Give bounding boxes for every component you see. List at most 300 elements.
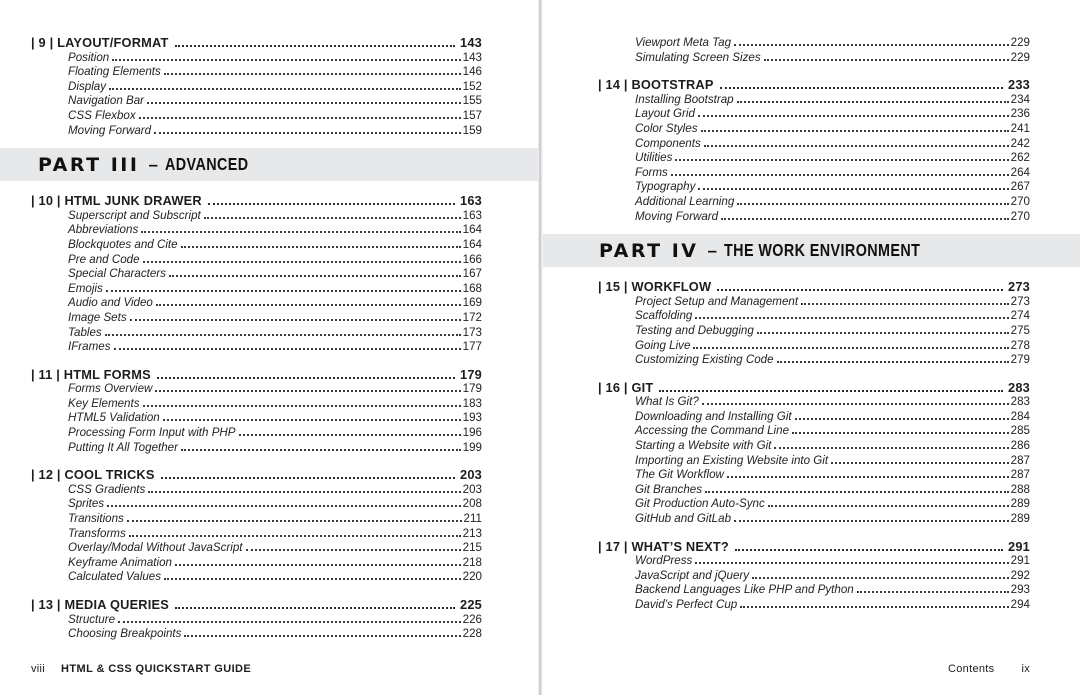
dot-leader	[181, 246, 461, 248]
dot-leader	[774, 447, 1008, 449]
toc-entry-label: Display	[68, 79, 107, 93]
toc-entry-label: Audio and Video	[68, 296, 153, 310]
chapter-page-number: 143	[460, 35, 482, 50]
toc-entry-row	[31, 512, 482, 527]
dot-leader	[141, 231, 460, 233]
chapter-block	[31, 368, 482, 456]
toc-entry-row	[598, 497, 1030, 512]
toc-entry-page-number: 284	[1010, 409, 1030, 423]
toc-entry-label: Calculated Values	[68, 570, 162, 584]
left-page-toc	[31, 36, 482, 642]
dot-leader	[161, 477, 455, 479]
dot-leader	[143, 261, 461, 263]
dot-leader	[693, 347, 1008, 349]
chapter-title: | 13 | MEDIA QUERIES	[31, 597, 169, 612]
toc-entry-page-number: 155	[462, 94, 482, 108]
dot-leader	[154, 132, 461, 134]
dot-leader	[139, 117, 461, 119]
toc-entry-page-number: 267	[1010, 180, 1030, 194]
toc-entry-row	[598, 598, 1030, 613]
footer-contents-label: Contents	[948, 663, 995, 675]
dot-leader	[130, 319, 461, 321]
toc-entry-label: What Is Git?	[635, 395, 699, 409]
chapter-block	[598, 540, 1030, 613]
toc-entry-row	[598, 51, 1030, 66]
dot-leader	[777, 361, 1009, 363]
toc-entry-label: IFrames	[68, 340, 111, 354]
toc-entry-label: Choosing Breakpoints	[68, 627, 182, 641]
left-page-footer	[31, 663, 482, 675]
toc-entry-row	[31, 627, 482, 642]
continued-entries	[598, 36, 1030, 65]
footer-page-number: ix	[1021, 663, 1030, 675]
dot-leader	[721, 218, 1009, 220]
toc-entry-label: Importing an Existing Website into Git	[635, 453, 829, 467]
toc-entry-row	[598, 353, 1030, 368]
toc-entry-label: Installing Bootstrap	[635, 92, 734, 106]
toc-entry-label: WordPress	[635, 554, 693, 568]
dot-leader	[164, 578, 461, 580]
toc-entry-label: Floating Elements	[68, 65, 161, 79]
toc-entry-row	[31, 65, 482, 80]
toc-entry-page-number: 211	[463, 512, 482, 526]
dot-leader	[735, 549, 1003, 551]
toc-entry-label: Utilities	[635, 151, 673, 165]
toc-entry-label: Downloading and Installing Git	[635, 409, 792, 423]
toc-entry-label: Structure	[68, 612, 116, 626]
toc-entry-row	[31, 426, 482, 441]
toc-entry-label: CSS Flexbox	[68, 108, 136, 122]
toc-entry-row	[31, 441, 482, 456]
toc-entry-row	[598, 395, 1030, 410]
toc-entry-label: Processing Form Input with PHP	[68, 426, 236, 440]
toc-entry-page-number: 213	[462, 526, 482, 540]
dot-leader	[127, 520, 462, 522]
dot-leader	[118, 621, 461, 623]
toc-entry-label: The Git Workflow	[635, 468, 724, 482]
dot-leader	[727, 476, 1009, 478]
toc-entry-page-number: 294	[1010, 598, 1030, 611]
dot-leader	[740, 606, 1008, 608]
chapter-title: | 12 | COOL TRICKS	[31, 467, 155, 483]
chapter-block	[598, 381, 1030, 527]
chapter-block	[31, 194, 482, 355]
toc-entry-row	[598, 483, 1030, 498]
toc-entry-label: Accessing the Command Line	[635, 424, 790, 438]
dot-leader	[157, 377, 455, 379]
toc-entry-row	[598, 180, 1030, 195]
toc-entry-row	[598, 569, 1030, 584]
dot-leader	[114, 348, 461, 350]
toc-entry-label: Overlay/Modal Without JavaScript	[68, 541, 243, 555]
toc-entry-page-number: 229	[1010, 50, 1030, 64]
toc-entry-row	[598, 583, 1030, 598]
toc-entry-page-number: 167	[462, 267, 482, 281]
chapter-heading-row	[598, 540, 1030, 555]
dot-leader	[795, 418, 1009, 420]
dot-leader	[181, 449, 461, 451]
dot-leader	[737, 203, 1008, 205]
toc-entry-page-number: 287	[1010, 453, 1030, 467]
toc-entry-row	[31, 109, 482, 124]
toc-entry-page-number: 270	[1010, 209, 1030, 223]
toc-entry-label: Superscript and Subscript	[68, 208, 201, 222]
left-page	[0, 0, 538, 695]
chapter-heading-row	[598, 280, 1030, 295]
toc-entry-page-number: 168	[462, 281, 482, 295]
dot-leader	[169, 275, 461, 277]
chapter-page-number: 273	[1008, 279, 1030, 295]
toc-entry-page-number: 183	[462, 396, 482, 410]
toc-entry-label: David’s Perfect Cup	[635, 598, 738, 611]
dot-leader	[107, 505, 461, 507]
toc-entry-label: Git Branches	[635, 482, 703, 496]
toc-entry-label: Backend Languages Like PHP and Python	[635, 583, 854, 597]
toc-entry-page-number: 177	[462, 340, 482, 354]
toc-entry-label: Starting a Website with Git	[635, 439, 772, 453]
footer-book-title: HTML & CSS QUICKSTART GUIDE	[61, 663, 252, 675]
dot-leader	[752, 577, 1009, 579]
toc-entry-label: Sprites	[68, 497, 105, 511]
toc-entry-label: Git Production Auto-Sync	[635, 497, 765, 511]
toc-entry-page-number: 228	[462, 627, 482, 641]
dot-leader	[701, 130, 1009, 132]
toc-entry-label: Tables	[68, 325, 102, 339]
toc-entry-page-number: 193	[462, 411, 482, 425]
part-name: PART III	[38, 153, 140, 176]
dot-leader	[148, 491, 460, 493]
dot-leader	[734, 520, 1009, 522]
toc-entry-page-number: 196	[462, 426, 482, 440]
toc-entry-label: Key Elements	[68, 396, 140, 410]
toc-entry-row	[31, 556, 482, 571]
toc-entry-page-number: 146	[462, 65, 482, 79]
toc-entry-label: Moving Forward	[68, 123, 152, 137]
toc-entry-row	[31, 497, 482, 512]
toc-entry-page-number: 289	[1010, 497, 1030, 511]
toc-entry-row	[31, 541, 482, 556]
toc-entry-row	[31, 296, 482, 311]
toc-entry-label: Going Live	[635, 338, 691, 352]
toc-entry-label: Navigation Bar	[68, 94, 145, 108]
toc-entry-page-number: 218	[462, 555, 482, 569]
toc-entry-page-number: 274	[1010, 309, 1030, 323]
chapter-heading-row	[31, 368, 482, 383]
dot-leader	[109, 88, 461, 90]
toc-entry-page-number: 179	[462, 382, 482, 396]
dot-leader	[737, 101, 1009, 103]
toc-entry-page-number: 164	[462, 223, 482, 237]
toc-entry-page-number: 287	[1010, 468, 1030, 482]
chapter-title: | 14 | BOOTSTRAP	[598, 77, 714, 93]
dot-leader	[175, 45, 456, 47]
chapter-title: | 16 | GIT	[598, 379, 654, 395]
toc-entry-label: Abbreviations	[68, 223, 139, 237]
toc-entry-label: Viewport Meta Tag	[635, 36, 732, 49]
chapter-block	[598, 280, 1030, 368]
chapter-page-number: 283	[1008, 379, 1030, 395]
toc-entry-page-number: 226	[462, 612, 482, 626]
toc-entry-page-number: 208	[462, 497, 482, 511]
right-page-footer	[598, 663, 1030, 675]
dot-leader	[831, 462, 1009, 464]
part-separator: –	[148, 154, 158, 174]
toc-entry-row	[31, 238, 482, 253]
right-page-toc	[598, 36, 1030, 613]
chapter-title: | 9 | LAYOUT/FORMAT	[31, 35, 169, 50]
toc-entry-label: Special Characters	[68, 267, 166, 281]
part-subtitle: THE WORK ENVIRONMENT	[723, 240, 921, 261]
chapter-heading-row	[31, 36, 482, 51]
dot-leader	[164, 73, 461, 75]
dot-leader	[698, 188, 1008, 190]
toc-entry-row	[598, 137, 1030, 152]
toc-entry-row	[31, 124, 482, 139]
toc-entry-page-number: 292	[1010, 568, 1030, 582]
toc-entry-page-number: 283	[1010, 395, 1030, 409]
toc-entry-page-number: 169	[462, 296, 482, 310]
toc-entry-page-number: 143	[462, 50, 482, 64]
dot-leader	[675, 159, 1008, 161]
chapter-heading-row	[31, 598, 482, 613]
toc-entry-page-number: 234	[1010, 92, 1030, 106]
dot-leader	[768, 505, 1009, 507]
part-banner	[543, 234, 1080, 267]
footer-page-number: viii	[31, 663, 46, 675]
toc-entry-page-number: 159	[462, 123, 482, 137]
chapter-page-number: 163	[460, 193, 482, 209]
toc-entry-label: Blockquotes and Cite	[68, 237, 178, 251]
toc-entry-label: Project Setup and Management	[635, 294, 799, 308]
toc-entry-row	[598, 295, 1030, 310]
dot-leader	[659, 390, 1003, 392]
toc-entry-label: Transforms	[68, 526, 126, 540]
toc-entry-label: HTML5 Validation	[68, 411, 160, 425]
chapter-block	[31, 36, 482, 138]
right-page	[543, 0, 1080, 695]
toc-entry-label: Testing and Debugging	[635, 323, 754, 337]
toc-entry-row	[598, 93, 1030, 108]
dot-leader	[734, 44, 1009, 46]
toc-entry-page-number: 262	[1010, 151, 1030, 165]
dot-leader	[175, 607, 455, 609]
toc-entry-page-number: 293	[1010, 583, 1030, 597]
part-banner	[0, 148, 538, 181]
toc-entry-row	[31, 570, 482, 585]
toc-entry-row	[31, 527, 482, 542]
chapter-title: | 17 | WHAT’S NEXT?	[598, 538, 729, 554]
toc-entry-label: GitHub and GitLab	[635, 512, 732, 526]
toc-entry-label: Scaffolding	[635, 309, 693, 323]
dot-leader	[764, 59, 1009, 61]
dot-leader	[801, 303, 1009, 305]
toc-entry-page-number: 220	[462, 570, 482, 584]
dot-leader	[208, 203, 455, 205]
dot-leader	[246, 549, 461, 551]
chapter-page-number: 291	[1008, 538, 1030, 554]
toc-entry-row	[31, 209, 482, 224]
toc-entry-page-number: 241	[1010, 121, 1030, 135]
toc-entry-page-number: 278	[1010, 338, 1030, 352]
toc-entry-row	[31, 397, 482, 412]
toc-entry-label: Forms Overview	[68, 382, 153, 396]
chapter-heading-row	[31, 194, 482, 209]
toc-entry-page-number: 229	[1010, 36, 1030, 49]
toc-entry-row	[598, 424, 1030, 439]
toc-entry-row	[598, 107, 1030, 122]
toc-entry-page-number: 172	[462, 310, 482, 324]
toc-entry-label: Layout Grid	[635, 107, 695, 121]
dot-leader	[129, 535, 461, 537]
toc-entry-row	[31, 326, 482, 341]
dot-leader	[155, 390, 460, 392]
toc-entry-page-number: 264	[1010, 165, 1030, 179]
toc-entry-row	[31, 253, 482, 268]
toc-entry-row	[598, 468, 1030, 483]
toc-entry-row	[31, 267, 482, 282]
dot-leader	[695, 317, 1008, 319]
dot-leader	[163, 419, 461, 421]
toc-entry-row	[598, 151, 1030, 166]
dot-leader	[112, 59, 460, 61]
part-subtitle: ADVANCED	[164, 154, 249, 175]
toc-entry-row	[31, 613, 482, 628]
toc-entry-row	[31, 311, 482, 326]
toc-entry-row	[31, 223, 482, 238]
toc-entry-page-number: 152	[462, 79, 482, 93]
dot-leader	[857, 591, 1009, 593]
toc-entry-row	[598, 195, 1030, 210]
part-separator: –	[707, 240, 717, 260]
part-name: PART IV	[599, 239, 699, 262]
toc-entry-row	[598, 339, 1030, 354]
dot-leader	[175, 564, 461, 566]
toc-entry-label: Simulating Screen Sizes	[635, 50, 761, 64]
toc-entry-label: Image Sets	[68, 310, 127, 324]
toc-entry-page-number: 199	[462, 440, 482, 454]
toc-entry-page-number: 285	[1010, 424, 1030, 438]
toc-entry-row	[598, 410, 1030, 425]
dot-leader	[184, 635, 460, 637]
dot-leader	[792, 432, 1009, 434]
toc-entry-label: Components	[635, 136, 701, 150]
chapter-page-number: 203	[460, 467, 482, 483]
toc-entry-row	[598, 309, 1030, 324]
toc-entry-row	[31, 94, 482, 109]
dot-leader	[704, 145, 1009, 147]
chapter-page-number: 233	[1008, 77, 1030, 93]
toc-entry-page-number: 288	[1010, 482, 1030, 496]
toc-entry-page-number: 275	[1010, 323, 1030, 337]
toc-entry-page-number: 289	[1010, 512, 1030, 526]
toc-entry-row	[598, 439, 1030, 454]
toc-entry-page-number: 279	[1010, 353, 1030, 367]
dot-leader	[156, 304, 461, 306]
dot-leader	[705, 491, 1009, 493]
dot-leader	[698, 115, 1009, 117]
toc-entry-row	[598, 512, 1030, 527]
toc-entry-row	[598, 554, 1030, 569]
dot-leader	[695, 562, 1008, 564]
toc-entry-label: Keyframe Animation	[68, 555, 172, 569]
toc-entry-row	[31, 80, 482, 95]
toc-entry-page-number: 166	[462, 252, 482, 266]
dot-leader	[757, 332, 1009, 334]
toc-entry-page-number: 173	[462, 325, 482, 339]
toc-entry-page-number: 203	[462, 482, 482, 496]
toc-entry-page-number: 215	[462, 541, 482, 555]
chapter-heading-row	[598, 381, 1030, 396]
toc-entry-label: Emojis	[68, 281, 103, 295]
chapter-title: | 15 | WORKFLOW	[598, 279, 712, 295]
chapter-heading-row	[598, 78, 1030, 93]
toc-entry-page-number: 164	[462, 237, 482, 251]
dot-leader	[239, 434, 461, 436]
chapter-block	[31, 598, 482, 642]
chapter-title: | 11 | HTML FORMS	[31, 366, 151, 382]
toc-entry-row	[598, 36, 1030, 51]
toc-entry-row	[31, 382, 482, 397]
toc-entry-page-number: 273	[1010, 294, 1030, 308]
chapter-page-number: 179	[460, 366, 482, 382]
toc-entry-row	[598, 210, 1030, 225]
dot-leader	[147, 102, 461, 104]
toc-entry-row	[598, 454, 1030, 469]
chapter-block	[31, 468, 482, 585]
dot-leader	[717, 289, 1003, 291]
dot-leader	[106, 290, 461, 292]
chapter-page-number: 225	[460, 597, 482, 612]
toc-entry-row	[598, 324, 1030, 339]
toc-entry-row	[31, 411, 482, 426]
toc-entry-label: JavaScript and jQuery	[635, 568, 750, 582]
toc-entry-row	[598, 166, 1030, 181]
toc-entry-page-number: 163	[462, 208, 482, 222]
toc-entry-page-number: 242	[1010, 136, 1030, 150]
dot-leader	[105, 334, 461, 336]
toc-entry-label: Moving Forward	[635, 209, 719, 223]
toc-entry-page-number: 270	[1010, 194, 1030, 208]
toc-entry-label: Transitions	[68, 512, 124, 526]
dot-leader	[204, 217, 461, 219]
toc-entry-label: Additional Learning	[635, 194, 735, 208]
toc-entry-label: CSS Gradients	[68, 482, 146, 496]
toc-entry-page-number: 236	[1010, 107, 1030, 121]
toc-entry-page-number: 157	[462, 108, 482, 122]
dot-leader	[720, 87, 1003, 89]
dot-leader	[671, 174, 1009, 176]
toc-entry-row	[31, 340, 482, 355]
toc-entry-label: Forms	[635, 165, 668, 179]
toc-entry-row	[31, 282, 482, 297]
chapter-heading-row	[31, 468, 482, 483]
toc-entry-label: Customizing Existing Code	[635, 353, 774, 367]
toc-entry-page-number: 286	[1010, 439, 1030, 453]
dot-leader	[143, 405, 461, 407]
toc-entry-label: Typography	[635, 180, 696, 194]
dot-leader	[702, 403, 1009, 405]
toc-entry-label: Putting It All Together	[68, 440, 178, 454]
toc-entry-label: Position	[68, 50, 110, 64]
toc-entry-label: Pre and Code	[68, 252, 140, 266]
toc-entry-row	[31, 483, 482, 498]
toc-entry-page-number: 291	[1010, 554, 1030, 568]
toc-entry-row	[598, 122, 1030, 137]
toc-entry-label: Color Styles	[635, 121, 698, 135]
toc-entry-row	[31, 51, 482, 66]
chapter-block	[598, 78, 1030, 224]
chapter-title: | 10 | HTML JUNK DRAWER	[31, 193, 202, 209]
